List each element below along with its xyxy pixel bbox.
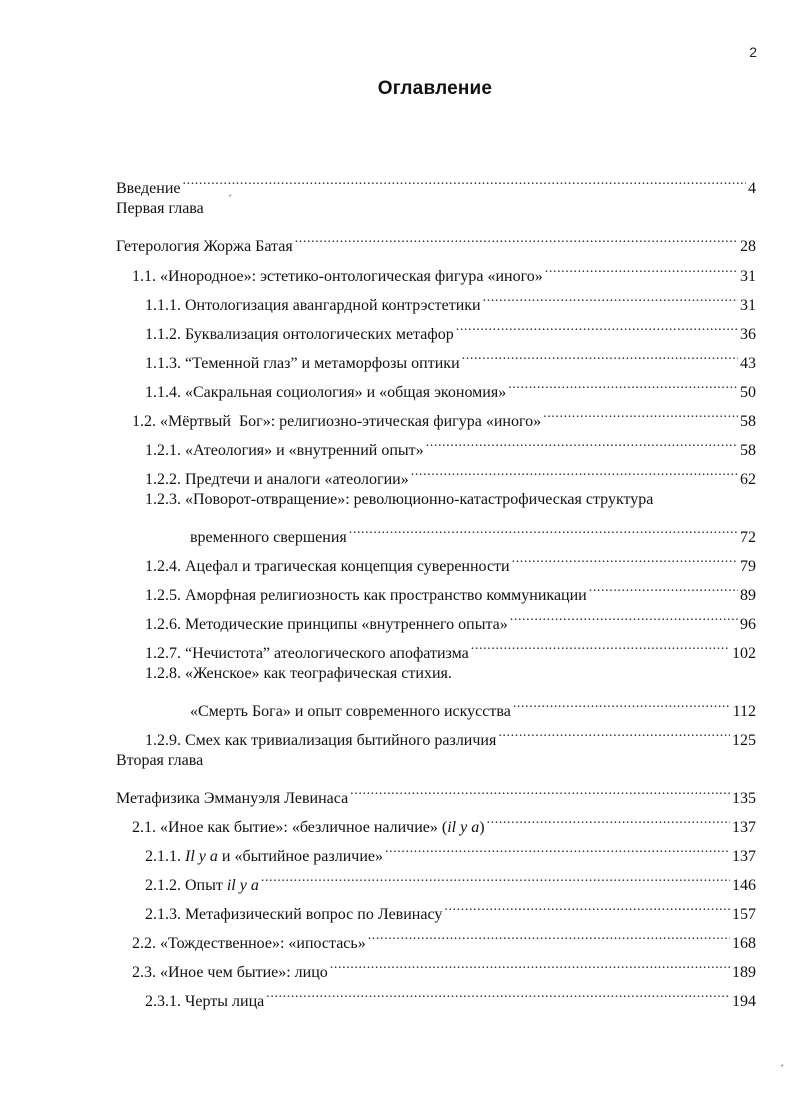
toc-entry-page: 58 — [740, 413, 756, 430]
toc-entry-page: 96 — [740, 616, 756, 633]
toc-leader-dots — [498, 719, 730, 745]
toc-entry-1-2-7[interactable] — [145, 632, 756, 662]
toc-leader-dots — [350, 777, 730, 803]
toc-entry-title: 2.1. «Иное как бытие»: «безличное наличие» (il y a) — [132, 819, 485, 836]
toc-entry-introduction[interactable] — [116, 167, 756, 197]
toc-entry-title: 1.1.2. Буквализация онтологических метафор — [145, 326, 454, 343]
toc-entry-1-2-9[interactable] — [145, 719, 756, 749]
toc-leader-dots — [512, 545, 738, 571]
toc-entry-1-1-3[interactable] — [145, 342, 756, 372]
toc-entry-page: 146 — [732, 877, 756, 894]
toc-entry-1-2-3-line2[interactable] — [190, 516, 756, 546]
toc-chapter-label-1 — [116, 196, 756, 222]
scan-speck: ˊ — [228, 192, 232, 206]
toc-entry-title: 2.1.3. Метафизический вопрос по Левинасу — [145, 906, 443, 923]
toc-entry-page: 50 — [740, 384, 756, 401]
toc-entry-2-1[interactable] — [132, 806, 756, 836]
toc-leader-dots — [471, 632, 730, 658]
toc-entry-page: 125 — [732, 732, 756, 749]
toc-entry-2-1-2[interactable] — [145, 864, 756, 894]
toc-entry-page: 79 — [740, 558, 756, 575]
page-title: Оглавление — [377, 78, 493, 99]
toc-entry-title: 1.1.1. Онтологизация авангардной контрэстетики — [145, 297, 481, 314]
toc-entry-1-1-2[interactable] — [145, 313, 756, 343]
toc-entry-title: «Смерть Бога» и опыт современного искусства — [190, 703, 511, 720]
toc-entry-title: 1.2.3. «Поворот-отвращение»: революционно-катастрофическая структура — [145, 491, 654, 508]
toc-entry-title: 1.2. «Мёртвый Бог»: религиозно-этическая фигура «иного» — [132, 413, 542, 430]
toc-leader-dots — [295, 225, 738, 251]
toc-entry-page: 137 — [732, 848, 756, 865]
toc-entry-page: 62 — [740, 471, 756, 488]
toc-entry-title: Первая глава — [116, 200, 204, 217]
scan-speck: ˊ — [780, 1062, 784, 1076]
toc-entry-page: 58 — [740, 442, 756, 459]
toc-entry-title: 2.1.1. Il y a и «бытийное различие» — [145, 848, 383, 865]
toc-entry-page: 189 — [732, 964, 756, 981]
toc-entry-title: 1.2.7. “Нечистота” атеологического апофатизма — [145, 645, 469, 662]
toc-entry-page: 89 — [740, 587, 756, 604]
toc-entry-1-2-8-line2[interactable] — [190, 690, 756, 720]
toc-entry-1-2-8-line1[interactable] — [145, 661, 756, 687]
toc-leader-dots — [589, 574, 738, 600]
toc-entry-2-1-1[interactable] — [145, 835, 756, 865]
toc-leader-dots — [411, 458, 738, 484]
toc-entry-title: Вторая глава — [116, 752, 204, 769]
toc-entry-title: 1.2.2. Предтечи и аналоги «атеологии» — [145, 471, 409, 488]
toc-entry-page: 31 — [740, 268, 756, 285]
toc-entry-page: 72 — [740, 529, 756, 546]
toc-entry-page: 168 — [732, 935, 756, 952]
toc-leader-dots — [261, 864, 730, 890]
toc-leader-dots — [545, 255, 738, 281]
toc-leader-dots — [510, 603, 738, 629]
toc-entry-title: 1.2.8. «Женское» как теографическая стихия. — [145, 665, 452, 682]
toc-entry-title: 1.1.3. “Теменной глаз” и метаморфозы оптики — [145, 355, 460, 372]
toc-entry-2-3[interactable] — [132, 951, 756, 981]
toc-entry-1-2-6[interactable] — [145, 603, 756, 633]
toc-entry-1-2-4[interactable] — [145, 545, 756, 575]
toc-entry-page: 135 — [732, 790, 756, 807]
toc-entry-1-2-5[interactable] — [145, 574, 756, 604]
toc-entry-page: 43 — [740, 355, 756, 372]
toc-leader-dots — [456, 313, 738, 339]
toc-entry-page: 102 — [732, 645, 756, 662]
toc-leader-dots — [349, 516, 738, 542]
toc-leader-dots — [462, 342, 738, 368]
toc-entry-title: 1.2.5. Аморфная религиозность как пространство коммуникации — [145, 587, 587, 604]
toc-entry-title: 2.3.1. Черты лица — [145, 993, 265, 1010]
toc-entry-title: 2.2. «Тождественное»: «ипостась» — [132, 935, 366, 952]
toc-entry-1-2-1[interactable] — [145, 429, 756, 459]
toc-entry-1-2-3-line1[interactable] — [145, 487, 756, 513]
toc-entry-page: 28 — [740, 238, 756, 255]
toc-entry-1-1-4[interactable] — [145, 371, 756, 401]
toc-entry-title: 1.2.1. «Атеология» и «внутренний опыт» — [145, 442, 424, 459]
toc-entry-title: 1.2.6. Методические принципы «внутреннего опыта» — [145, 616, 508, 633]
toc-entry-2-1-3[interactable] — [145, 893, 756, 923]
toc-entry-1-1-1[interactable] — [145, 284, 756, 314]
toc-entry-2-2[interactable] — [132, 922, 756, 952]
toc-entry-title: 1.2.4. Ацефал и трагическая концепция суверенности — [145, 558, 510, 575]
toc-leader-dots — [508, 371, 738, 397]
toc-entry-page: 4 — [748, 180, 756, 197]
toc-entry-title: 1.2.9. Смех как тривиализация бытийного различия — [145, 732, 497, 749]
toc-leader-dots — [368, 922, 730, 948]
toc-leader-dots — [444, 893, 730, 919]
page-number: 2 — [749, 44, 757, 60]
toc-leader-dots — [483, 284, 738, 310]
toc-leader-dots — [330, 951, 730, 977]
toc-entry-title: 1.1. «Инородное»: эстетико-онтологическая фигура «иного» — [132, 268, 543, 285]
toc-entry-page: 112 — [732, 703, 756, 720]
toc-leader-dots — [513, 690, 731, 716]
toc-leader-dots — [385, 835, 730, 861]
toc-leader-dots — [183, 167, 747, 193]
toc-entry-title: 2.3. «Иное чем бытие»: лицо — [132, 964, 328, 981]
toc-leader-dots — [487, 806, 730, 832]
toc-entry-chapter-2[interactable] — [116, 777, 756, 807]
toc-entry-page: 31 — [740, 297, 756, 314]
toc-entry-title: Гетерология Жоржа Батая — [116, 238, 293, 255]
toc-entry-page: 137 — [732, 819, 756, 836]
toc-entry-title: Введение — [116, 180, 181, 197]
toc-entry-page: 194 — [732, 993, 756, 1010]
toc-entry-title: Метафизика Эммануэля Левинаса — [116, 790, 349, 807]
toc-leader-dots — [426, 429, 738, 455]
toc-chapter-label-2 — [116, 748, 756, 774]
toc-entry-1-2[interactable] — [132, 400, 756, 430]
toc-leader-dots — [266, 980, 730, 1006]
toc-leader-dots — [543, 400, 738, 426]
toc-entry-chapter-1[interactable] — [116, 225, 756, 255]
toc-entry-title: временного свершения — [190, 529, 347, 546]
toc-entry-1-2-2[interactable] — [145, 458, 756, 488]
toc-entry-1-1[interactable] — [132, 255, 756, 285]
toc-entry-page: 157 — [732, 906, 756, 923]
toc-entry-2-3-1[interactable] — [145, 980, 756, 1010]
toc-entry-title: 2.1.2. Опыт il y a — [145, 877, 259, 894]
toc-entry-title: 1.1.4. «Сакральная социология» и «общая экономия» — [145, 384, 507, 401]
toc-entry-page: 36 — [740, 326, 756, 343]
